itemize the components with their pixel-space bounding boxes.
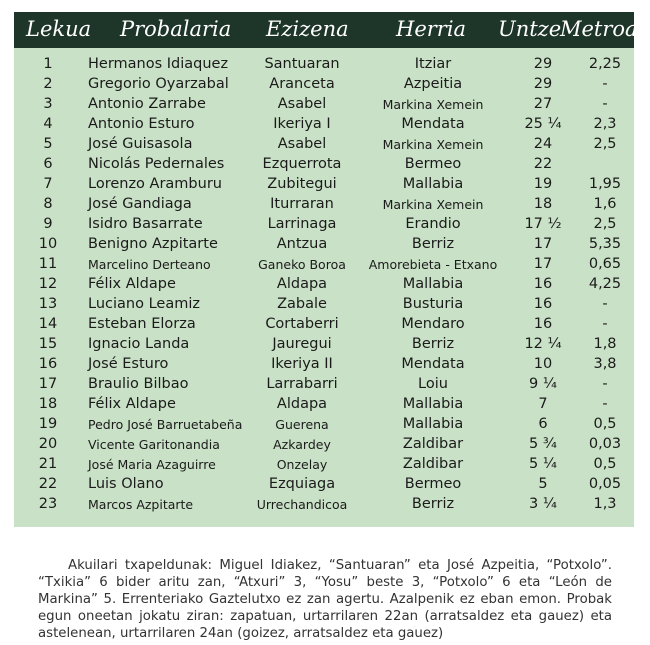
town-cell: Mallabia — [402, 176, 464, 192]
nickname-cell: Ikeriya II — [271, 356, 333, 372]
untze-cell: 5 ¾ — [529, 436, 557, 452]
rank-cell: 8 — [43, 196, 53, 212]
nickname-cell: Ezquerrota — [262, 156, 342, 172]
table-row — [14, 295, 634, 315]
nickname-cell: Santuaran — [264, 56, 340, 72]
metroak-cell: 2,25 — [588, 56, 622, 72]
nickname-cell: Cortaberri — [265, 316, 339, 332]
town-cell: Berriz — [411, 236, 455, 252]
table-row — [14, 75, 634, 95]
table-row — [14, 435, 634, 455]
town-cell: Busturia — [402, 296, 464, 312]
metroak-cell: 0,05 — [588, 476, 622, 492]
nickname-cell: Zubitegui — [267, 176, 337, 192]
metroak-cell: 1,6 — [593, 196, 617, 212]
untze-cell: 10 — [533, 356, 553, 372]
metroak-cell: - — [602, 376, 608, 392]
nickname-cell: Aldapa — [276, 276, 328, 292]
name-cell: Braulio Bilbao — [88, 376, 189, 392]
untze-cell: 7 — [538, 396, 548, 412]
rank-cell: 17 — [38, 376, 58, 392]
name-cell: José Esturo — [88, 356, 169, 372]
table-row — [14, 235, 634, 255]
metroak-cell: - — [602, 96, 608, 112]
table-header — [14, 12, 650, 48]
header-untze: Untze — [498, 17, 562, 41]
town-cell: Loiu — [418, 376, 448, 392]
untze-cell: 16 — [533, 316, 553, 332]
metroak-cell: - — [602, 76, 608, 92]
table-row — [14, 55, 634, 75]
name-cell: Hermanos Idiaquez — [88, 56, 229, 72]
nickname-cell: Ezquiaga — [268, 476, 336, 492]
nickname-cell: Larrabarri — [266, 376, 338, 392]
header-probalaria: Probalaria — [120, 17, 232, 41]
name-cell: Nicolás Pedernales — [88, 156, 225, 172]
table-row — [14, 175, 634, 195]
town-cell: Mendata — [401, 356, 465, 372]
rank-cell: 13 — [38, 296, 58, 312]
rank-cell: 10 — [38, 236, 58, 252]
metroak-cell: - — [602, 316, 608, 332]
table-row — [14, 335, 634, 355]
header-lekua: Lekua — [26, 17, 92, 41]
untze-cell: 6 — [538, 416, 548, 432]
table-body — [14, 55, 634, 515]
town-cell: Berriz — [411, 496, 455, 512]
name-cell: Vicente Garitonandia — [88, 437, 220, 452]
nickname-cell: Asabel — [277, 136, 327, 152]
untze-cell: 25 ¼ — [524, 116, 562, 132]
rank-cell: 23 — [38, 496, 58, 512]
untze-cell: 16 — [533, 296, 553, 312]
nickname-cell: Guerena — [275, 417, 329, 432]
name-cell: Isidro Basarrate — [88, 216, 203, 232]
name-cell: Luciano Leamiz — [88, 296, 200, 312]
town-cell: Mallabia — [402, 416, 464, 432]
untze-cell: 17 — [533, 236, 553, 252]
town-cell: Markina Xemein — [382, 197, 484, 212]
rank-cell: 14 — [38, 316, 58, 332]
rank-cell: 1 — [43, 56, 53, 72]
untze-cell: 3 ¼ — [529, 496, 557, 512]
nickname-cell: Aranceta — [269, 76, 335, 92]
town-cell: Mallabia — [402, 396, 464, 412]
metroak-cell: 0,65 — [588, 256, 622, 272]
rank-cell: 22 — [38, 476, 58, 492]
metroak-cell: 2,5 — [593, 136, 617, 152]
metroak-cell: 0,03 — [588, 436, 622, 452]
table-row — [14, 275, 634, 295]
untze-cell: 17 — [533, 256, 553, 272]
table-row — [14, 195, 634, 215]
name-cell: Antonio Esturo — [88, 116, 195, 132]
untze-cell: 5 ¼ — [529, 456, 557, 472]
nickname-cell: Asabel — [277, 96, 327, 112]
town-cell: Bermeo — [404, 476, 462, 492]
untze-cell: 22 — [533, 156, 553, 172]
nickname-cell: Zabale — [277, 296, 327, 312]
town-cell: Zaldibar — [402, 436, 464, 452]
name-cell: Félix Aldape — [88, 396, 176, 412]
untze-cell: 5 — [538, 476, 548, 492]
nickname-cell: Antzua — [276, 236, 328, 252]
town-cell: Markina Xemein — [382, 137, 484, 152]
name-cell: Lorenzo Aramburu — [88, 176, 222, 192]
town-cell: Mendaro — [401, 316, 465, 332]
rank-cell: 11 — [38, 256, 58, 272]
rank-cell: 2 — [43, 76, 53, 92]
untze-cell: 9 ¼ — [529, 376, 557, 392]
name-cell: Pedro José Barruetabeña — [88, 417, 243, 432]
name-cell: José Gandiaga — [88, 196, 192, 212]
untze-cell: 17 ½ — [524, 216, 562, 232]
table-row — [14, 455, 634, 475]
table-row — [14, 395, 634, 415]
name-cell: Antonio Zarrabe — [88, 96, 206, 112]
nickname-cell: Ikeriya I — [273, 116, 331, 132]
untze-cell: 27 — [533, 96, 553, 112]
metroak-cell: 4,25 — [588, 276, 622, 292]
rank-cell: 18 — [38, 396, 58, 412]
table-row — [14, 375, 634, 395]
header-metroak: Metroak — [560, 17, 650, 41]
town-cell: Mendata — [401, 116, 465, 132]
town-cell: Amorebieta - Etxano — [368, 257, 498, 272]
table-row — [14, 215, 634, 235]
town-cell: Berriz — [411, 336, 455, 352]
untze-cell: 12 ¼ — [524, 336, 562, 352]
nickname-cell: Jauregui — [272, 336, 332, 352]
metroak-cell: 2,5 — [593, 216, 617, 232]
rank-cell: 7 — [43, 176, 53, 192]
rank-cell: 3 — [43, 96, 53, 112]
rank-cell: 6 — [43, 156, 53, 172]
untze-cell: 29 — [533, 56, 553, 72]
nickname-cell: Onzelay — [276, 457, 328, 472]
table-row — [14, 115, 634, 135]
name-cell: Gregorio Oyarzabal — [88, 76, 229, 92]
metroak-cell: - — [602, 396, 608, 412]
rank-cell: 20 — [38, 436, 58, 452]
results-table — [14, 12, 650, 527]
untze-cell: 29 — [533, 76, 553, 92]
untze-cell: 18 — [533, 196, 553, 212]
nickname-cell: Larrinaga — [267, 216, 337, 232]
rank-cell: 21 — [38, 456, 58, 472]
metroak-cell: 1,8 — [593, 336, 617, 352]
rank-cell: 9 — [43, 216, 53, 232]
rank-cell: 15 — [38, 336, 58, 352]
nickname-cell: Urrechandicoa — [256, 497, 348, 512]
table-row — [14, 415, 634, 435]
rank-cell: 5 — [43, 136, 53, 152]
metroak-cell: 3,8 — [593, 356, 617, 372]
table-row — [14, 135, 634, 155]
name-cell: Marcos Azpitarte — [88, 497, 194, 512]
town-cell: Itziar — [414, 56, 452, 72]
table-row — [14, 155, 634, 175]
rank-cell: 12 — [38, 276, 58, 292]
town-cell: Azpeitia — [403, 76, 463, 92]
table-row — [14, 315, 634, 335]
name-cell: Félix Aldape — [88, 276, 176, 292]
nickname-cell: Ganeko Boroa — [258, 257, 346, 272]
metroak-cell: 0,5 — [593, 456, 617, 472]
table-row — [14, 255, 634, 275]
table-row — [14, 95, 634, 115]
name-cell: Benigno Azpitarte — [88, 236, 218, 252]
name-cell: Marcelino Derteano — [88, 257, 211, 272]
table-row — [14, 475, 634, 495]
untze-cell: 19 — [533, 176, 553, 192]
town-cell: Mallabia — [402, 276, 464, 292]
rank-cell: 19 — [38, 416, 58, 432]
nickname-cell: Iturraran — [270, 196, 334, 212]
untze-cell: 16 — [533, 276, 553, 292]
table-row — [14, 355, 634, 375]
metroak-cell: 1,3 — [593, 496, 617, 512]
town-cell: Zaldibar — [402, 456, 464, 472]
town-cell: Erandio — [405, 216, 461, 232]
name-cell: Ignacio Landa — [88, 336, 190, 352]
metroak-cell: 2,3 — [593, 116, 617, 132]
name-cell: Esteban Elorza — [88, 316, 196, 332]
rank-cell: 4 — [43, 116, 53, 132]
untze-cell: 24 — [533, 136, 553, 152]
header-ezizena: Ezizena — [266, 17, 349, 41]
rank-cell: 16 — [38, 356, 58, 372]
metroak-cell: - — [602, 296, 608, 312]
metroak-cell: 0,5 — [593, 416, 617, 432]
name-cell: José Maria Azaguirre — [88, 457, 216, 472]
town-cell: Markina Xemein — [382, 97, 484, 112]
nickname-cell: Aldapa — [276, 396, 328, 412]
header-herria: Herria — [396, 17, 467, 41]
table-row — [14, 495, 634, 515]
name-cell: Luis Olano — [88, 476, 164, 492]
footnote: Akuilari txapeldunak: Miguel Idiakez, “Santuaran” eta José Azpeitia, “Potxolo”. “Txikia” 6 bider aritu zan, “Atxuri” 3, “Yosu” beste 3, “Potxolo” 6 eta “León de Markina” 5. Errenteriako Gaztelutxo ez zan agertu. Azalpenik ez eban emon. Probak egun oneetan jokatu ziran: zapatuan, urtarrilaren 22an (arratsaldez eta gauez) eta astelenean, urtarrilaren 24an (goizez, arratsaldez eta gauez) — [38, 558, 612, 642]
town-cell: Bermeo — [404, 156, 462, 172]
name-cell: José Guisasola — [88, 136, 193, 152]
metroak-cell: 1,95 — [588, 176, 622, 192]
nickname-cell: Azkardey — [273, 437, 331, 452]
metroak-cell: 5,35 — [588, 236, 622, 252]
